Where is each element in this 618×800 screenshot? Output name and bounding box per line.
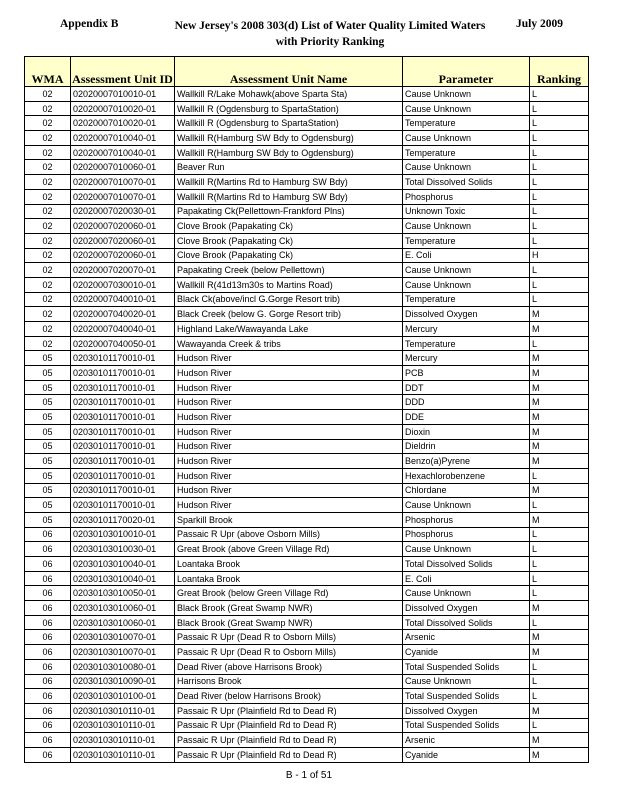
assessment-unit-name-cell: Wallkill R(Martins Rd to Hamburg SW Bdy) bbox=[175, 175, 403, 190]
parameter-cell: Mercury bbox=[403, 322, 530, 337]
wma-cell: 02 bbox=[25, 145, 71, 160]
ranking-cell: L bbox=[530, 233, 589, 248]
assessment-unit-id-cell: 02030101170020-01 bbox=[71, 512, 175, 527]
ranking-cell: L bbox=[530, 160, 589, 175]
parameter-cell: Total Dissolved Solids bbox=[403, 557, 530, 572]
assessment-unit-name-cell: Black Brook (Great Swamp NWR) bbox=[175, 601, 403, 616]
ranking-cell: L bbox=[530, 659, 589, 674]
parameter-cell: DDT bbox=[403, 380, 530, 395]
table-row bbox=[25, 498, 589, 513]
wma-cell: 05 bbox=[25, 454, 71, 469]
document-title bbox=[140, 18, 520, 50]
ranking-cell: L bbox=[530, 116, 589, 131]
parameter-cell: Cause Unknown bbox=[403, 277, 530, 292]
ranking-cell: M bbox=[530, 395, 589, 410]
assessment-unit-id-cell: 02030103010110-01 bbox=[71, 718, 175, 733]
table-row bbox=[25, 131, 589, 146]
table-row bbox=[25, 659, 589, 674]
assessment-unit-name-cell: Harrisons Brook bbox=[175, 674, 403, 689]
parameter-cell: Arsenic bbox=[403, 630, 530, 645]
wma-cell: 06 bbox=[25, 630, 71, 645]
wma-cell: 05 bbox=[25, 498, 71, 513]
table-row bbox=[25, 395, 589, 410]
wma-cell: 06 bbox=[25, 586, 71, 601]
assessment-unit-id-cell: 02030103010110-01 bbox=[71, 703, 175, 718]
wma-cell: 05 bbox=[25, 410, 71, 425]
wma-cell: 06 bbox=[25, 674, 71, 689]
wma-cell: 02 bbox=[25, 322, 71, 337]
table-row bbox=[25, 87, 589, 102]
appendix-label: Appendix B bbox=[60, 18, 119, 30]
table-row bbox=[25, 263, 589, 278]
table-header-row bbox=[25, 57, 589, 87]
assessment-unit-name-cell: Great Brook (above Green Village Rd) bbox=[175, 542, 403, 557]
ranking-cell: M bbox=[530, 630, 589, 645]
wma-cell: 02 bbox=[25, 292, 71, 307]
ranking-cell: M bbox=[530, 747, 589, 762]
parameter-cell: Total Suspended Solids bbox=[403, 718, 530, 733]
ranking-cell: L bbox=[530, 87, 589, 102]
parameter-cell: Temperature bbox=[403, 233, 530, 248]
table-row bbox=[25, 630, 589, 645]
parameter-cell: PCB bbox=[403, 366, 530, 381]
parameter-cell: Arsenic bbox=[403, 733, 530, 748]
column-header-parameter: Parameter bbox=[403, 57, 530, 87]
column-header-wma: WMA bbox=[25, 57, 71, 87]
table-row bbox=[25, 351, 589, 366]
assessment-unit-name-cell: Clove Brook (Papakating Ck) bbox=[175, 248, 403, 263]
wma-cell: 02 bbox=[25, 204, 71, 219]
assessment-unit-id-cell: 02030103010060-01 bbox=[71, 615, 175, 630]
assessment-unit-id-cell: 02030101170010-01 bbox=[71, 351, 175, 366]
assessment-unit-id-cell: 02030103010040-01 bbox=[71, 571, 175, 586]
parameter-cell: Temperature bbox=[403, 336, 530, 351]
assessment-unit-id-cell: 02020007020060-01 bbox=[71, 219, 175, 234]
parameter-cell: E. Coli bbox=[403, 248, 530, 263]
parameter-cell: Cause Unknown bbox=[403, 542, 530, 557]
assessment-unit-name-cell: Hudson River bbox=[175, 424, 403, 439]
ranking-cell: M bbox=[530, 703, 589, 718]
parameter-cell: Dissolved Oxygen bbox=[403, 307, 530, 322]
ranking-cell: M bbox=[530, 410, 589, 425]
wma-cell: 02 bbox=[25, 219, 71, 234]
wma-cell: 02 bbox=[25, 175, 71, 190]
assessment-unit-name-cell: Wallkill R/Lake Mohawk(above Sparta Sta) bbox=[175, 87, 403, 102]
table-row bbox=[25, 733, 589, 748]
ranking-cell: L bbox=[530, 586, 589, 601]
assessment-unit-name-cell: Clove Brook (Papakating Ck) bbox=[175, 219, 403, 234]
assessment-unit-id-cell: 02030103010070-01 bbox=[71, 630, 175, 645]
wma-cell: 06 bbox=[25, 615, 71, 630]
assessment-unit-name-cell: Beaver Run bbox=[175, 160, 403, 175]
ranking-cell: L bbox=[530, 498, 589, 513]
assessment-unit-id-cell: 02020007010040-01 bbox=[71, 131, 175, 146]
wma-cell: 02 bbox=[25, 116, 71, 131]
parameter-cell: Cause Unknown bbox=[403, 160, 530, 175]
parameter-cell: Phosphorus bbox=[403, 512, 530, 527]
assessment-unit-name-cell: Hudson River bbox=[175, 439, 403, 454]
assessment-unit-id-cell: 02030103010030-01 bbox=[71, 542, 175, 557]
assessment-unit-id-cell: 02030101170010-01 bbox=[71, 395, 175, 410]
parameter-cell: E. Coli bbox=[403, 571, 530, 586]
table-row bbox=[25, 674, 589, 689]
ranking-cell: M bbox=[530, 733, 589, 748]
ranking-cell: M bbox=[530, 512, 589, 527]
assessment-unit-id-cell: 02030101170010-01 bbox=[71, 454, 175, 469]
assessment-unit-id-cell: 02030101170010-01 bbox=[71, 380, 175, 395]
assessment-unit-name-cell: Hudson River bbox=[175, 498, 403, 513]
column-header-assessment-unit-id: Assessment Unit ID bbox=[71, 57, 175, 87]
assessment-unit-name-cell: Dead River (above Harrisons Brook) bbox=[175, 659, 403, 674]
table-row bbox=[25, 160, 589, 175]
assessment-unit-name-cell: Wawayanda Creek & tribs bbox=[175, 336, 403, 351]
wma-cell: 06 bbox=[25, 718, 71, 733]
table-row bbox=[25, 248, 589, 263]
parameter-cell: Cyanide bbox=[403, 747, 530, 762]
assessment-unit-name-cell: Wallkill R(41d13m30s to Martins Road) bbox=[175, 277, 403, 292]
ranking-cell: L bbox=[530, 674, 589, 689]
assessment-unit-id-cell: 02030101170010-01 bbox=[71, 366, 175, 381]
assessment-unit-id-cell: 02020007010020-01 bbox=[71, 101, 175, 116]
table-row bbox=[25, 410, 589, 425]
table-row bbox=[25, 233, 589, 248]
assessment-unit-name-cell: Passaic R Upr (above Osborn Mills) bbox=[175, 527, 403, 542]
ranking-cell: M bbox=[530, 439, 589, 454]
ranking-cell: L bbox=[530, 615, 589, 630]
parameter-cell: Cause Unknown bbox=[403, 131, 530, 146]
ranking-cell: L bbox=[530, 219, 589, 234]
assessment-unit-id-cell: 02030101170010-01 bbox=[71, 439, 175, 454]
parameter-cell: Chlordane bbox=[403, 483, 530, 498]
parameter-cell: Phosphorus bbox=[403, 189, 530, 204]
ranking-cell: M bbox=[530, 307, 589, 322]
assessment-unit-name-cell: Highland Lake/Wawayanda Lake bbox=[175, 322, 403, 337]
assessment-unit-id-cell: 02030103010070-01 bbox=[71, 645, 175, 660]
parameter-cell: Total Dissolved Solids bbox=[403, 175, 530, 190]
assessment-unit-name-cell: Wallkill R(Martins Rd to Hamburg SW Bdy) bbox=[175, 189, 403, 204]
ranking-cell: L bbox=[530, 542, 589, 557]
wma-cell: 05 bbox=[25, 439, 71, 454]
assessment-unit-name-cell: Hudson River bbox=[175, 366, 403, 381]
document-date: July 2009 bbox=[516, 18, 563, 30]
table-row bbox=[25, 557, 589, 572]
table-row bbox=[25, 307, 589, 322]
parameter-cell: Total Dissolved Solids bbox=[403, 615, 530, 630]
ranking-cell: L bbox=[530, 189, 589, 204]
wma-cell: 05 bbox=[25, 366, 71, 381]
parameter-cell: Cause Unknown bbox=[403, 263, 530, 278]
table-row bbox=[25, 439, 589, 454]
table-row bbox=[25, 366, 589, 381]
page-number: B - 1 of 51 bbox=[285, 770, 333, 781]
table-body bbox=[25, 87, 589, 763]
parameter-cell: Phosphorus bbox=[403, 527, 530, 542]
assessment-unit-name-cell: Hudson River bbox=[175, 410, 403, 425]
assessment-unit-id-cell: 02030103010060-01 bbox=[71, 601, 175, 616]
assessment-unit-name-cell: Hudson River bbox=[175, 468, 403, 483]
column-header-ranking: Ranking bbox=[530, 57, 589, 87]
parameter-cell: Dissolved Oxygen bbox=[403, 703, 530, 718]
parameter-cell: Hexachlorobenzene bbox=[403, 468, 530, 483]
table-row bbox=[25, 101, 589, 116]
column-header-assessment-unit-name: Assessment Unit Name bbox=[175, 57, 403, 87]
assessment-unit-name-cell: Hudson River bbox=[175, 351, 403, 366]
assessment-unit-id-cell: 02030103010090-01 bbox=[71, 674, 175, 689]
wma-cell: 06 bbox=[25, 527, 71, 542]
wma-cell: 06 bbox=[25, 733, 71, 748]
ranking-cell: L bbox=[530, 204, 589, 219]
title-line-1: New Jersey's 2008 303(d) List of Water Quality Limited Waters bbox=[174, 20, 486, 32]
assessment-unit-name-cell: Passaic R Upr (Plainfield Rd to Dead R) bbox=[175, 703, 403, 718]
parameter-cell: Cyanide bbox=[403, 645, 530, 660]
table-row bbox=[25, 747, 589, 762]
parameter-cell: Cause Unknown bbox=[403, 674, 530, 689]
table-row bbox=[25, 189, 589, 204]
ranking-cell: L bbox=[530, 718, 589, 733]
parameter-cell: DDD bbox=[403, 395, 530, 410]
assessment-unit-name-cell: Wallkill R (Ogdensburg to SpartaStation) bbox=[175, 101, 403, 116]
parameter-cell: Total Suspended Solids bbox=[403, 659, 530, 674]
ranking-cell: L bbox=[530, 689, 589, 704]
wma-cell: 02 bbox=[25, 233, 71, 248]
table-row bbox=[25, 615, 589, 630]
wma-cell: 05 bbox=[25, 395, 71, 410]
assessment-unit-id-cell: 02020007010070-01 bbox=[71, 189, 175, 204]
assessment-unit-id-cell: 02020007010040-01 bbox=[71, 145, 175, 160]
page-header bbox=[0, 16, 618, 52]
ranking-cell: L bbox=[530, 175, 589, 190]
ranking-cell: L bbox=[530, 527, 589, 542]
table-row bbox=[25, 542, 589, 557]
wma-cell: 06 bbox=[25, 659, 71, 674]
assessment-unit-id-cell: 02030101170010-01 bbox=[71, 410, 175, 425]
wma-cell: 02 bbox=[25, 263, 71, 278]
ranking-cell: L bbox=[530, 571, 589, 586]
ranking-cell: L bbox=[530, 468, 589, 483]
assessment-unit-name-cell: Great Brook (below Green Village Rd) bbox=[175, 586, 403, 601]
wma-cell: 02 bbox=[25, 336, 71, 351]
table-row bbox=[25, 586, 589, 601]
ranking-cell: M bbox=[530, 645, 589, 660]
assessment-unit-name-cell: Hudson River bbox=[175, 454, 403, 469]
wma-cell: 05 bbox=[25, 512, 71, 527]
table-row bbox=[25, 689, 589, 704]
water-quality-table bbox=[24, 56, 589, 763]
parameter-cell: Cause Unknown bbox=[403, 101, 530, 116]
parameter-cell: Cause Unknown bbox=[403, 586, 530, 601]
ranking-cell: M bbox=[530, 380, 589, 395]
assessment-unit-name-cell: Wallkill R (Ogdensburg to SpartaStation) bbox=[175, 116, 403, 131]
parameter-cell: Temperature bbox=[403, 145, 530, 160]
wma-cell: 06 bbox=[25, 542, 71, 557]
wma-cell: 05 bbox=[25, 424, 71, 439]
assessment-unit-id-cell: 02020007010060-01 bbox=[71, 160, 175, 175]
parameter-cell: Total Suspended Solids bbox=[403, 689, 530, 704]
ranking-cell: M bbox=[530, 454, 589, 469]
assessment-unit-id-cell: 02020007010010-01 bbox=[71, 87, 175, 102]
assessment-unit-id-cell: 02020007040020-01 bbox=[71, 307, 175, 322]
table-row bbox=[25, 601, 589, 616]
wma-cell: 05 bbox=[25, 468, 71, 483]
assessment-unit-id-cell: 02020007010020-01 bbox=[71, 116, 175, 131]
table-row bbox=[25, 219, 589, 234]
assessment-unit-name-cell: Sparkill Brook bbox=[175, 512, 403, 527]
parameter-cell: Cause Unknown bbox=[403, 87, 530, 102]
assessment-unit-name-cell: Dead River (below Harrisons Brook) bbox=[175, 689, 403, 704]
table-row bbox=[25, 483, 589, 498]
parameter-cell: Temperature bbox=[403, 116, 530, 131]
ranking-cell: M bbox=[530, 601, 589, 616]
table-row bbox=[25, 512, 589, 527]
ranking-cell: L bbox=[530, 263, 589, 278]
wma-cell: 06 bbox=[25, 601, 71, 616]
table-row bbox=[25, 380, 589, 395]
assessment-unit-name-cell: Black Ck(above/incl G.Gorge Resort trib) bbox=[175, 292, 403, 307]
ranking-cell: H bbox=[530, 248, 589, 263]
table-row bbox=[25, 204, 589, 219]
assessment-unit-name-cell: Passaic R Upr (Plainfield Rd to Dead R) bbox=[175, 747, 403, 762]
assessment-unit-name-cell: Passaic R Upr (Plainfield Rd to Dead R) bbox=[175, 733, 403, 748]
assessment-unit-id-cell: 02030103010110-01 bbox=[71, 747, 175, 762]
ranking-cell: L bbox=[530, 145, 589, 160]
assessment-unit-id-cell: 02020007020030-01 bbox=[71, 204, 175, 219]
assessment-unit-name-cell: Passaic R Upr (Dead R to Osborn Mills) bbox=[175, 630, 403, 645]
ranking-cell: L bbox=[530, 277, 589, 292]
ranking-cell: M bbox=[530, 366, 589, 381]
wma-cell: 05 bbox=[25, 380, 71, 395]
assessment-unit-id-cell: 02030103010040-01 bbox=[71, 557, 175, 572]
parameter-cell: Mercury bbox=[403, 351, 530, 366]
assessment-unit-id-cell: 02030103010050-01 bbox=[71, 586, 175, 601]
assessment-unit-name-cell: Hudson River bbox=[175, 483, 403, 498]
assessment-unit-id-cell: 02030101170010-01 bbox=[71, 424, 175, 439]
parameter-cell: Dissolved Oxygen bbox=[403, 601, 530, 616]
ranking-cell: M bbox=[530, 351, 589, 366]
table-row bbox=[25, 718, 589, 733]
table-row bbox=[25, 468, 589, 483]
parameter-cell: DDE bbox=[403, 410, 530, 425]
wma-cell: 02 bbox=[25, 87, 71, 102]
assessment-unit-name-cell: Passaic R Upr (Plainfield Rd to Dead R) bbox=[175, 718, 403, 733]
wma-cell: 02 bbox=[25, 160, 71, 175]
ranking-cell: M bbox=[530, 483, 589, 498]
assessment-unit-id-cell: 02020007040010-01 bbox=[71, 292, 175, 307]
assessment-unit-id-cell: 02030103010080-01 bbox=[71, 659, 175, 674]
wma-cell: 06 bbox=[25, 703, 71, 718]
wma-cell: 02 bbox=[25, 131, 71, 146]
assessment-unit-id-cell: 02030103010010-01 bbox=[71, 527, 175, 542]
assessment-unit-name-cell: Papakating Creek (below Pellettown) bbox=[175, 263, 403, 278]
table-row bbox=[25, 703, 589, 718]
table-row bbox=[25, 116, 589, 131]
assessment-unit-name-cell: Loantaka Brook bbox=[175, 571, 403, 586]
assessment-unit-id-cell: 02030101170010-01 bbox=[71, 468, 175, 483]
wma-cell: 06 bbox=[25, 645, 71, 660]
assessment-unit-name-cell: Black Creek (below G. Gorge Resort trib) bbox=[175, 307, 403, 322]
table-row bbox=[25, 454, 589, 469]
table-row bbox=[25, 527, 589, 542]
assessment-unit-name-cell: Hudson River bbox=[175, 380, 403, 395]
title-line-2: with Priority Ranking bbox=[275, 36, 385, 48]
table-row bbox=[25, 645, 589, 660]
parameter-cell: Temperature bbox=[403, 292, 530, 307]
wma-cell: 06 bbox=[25, 557, 71, 572]
wma-cell: 06 bbox=[25, 689, 71, 704]
table-row bbox=[25, 145, 589, 160]
ranking-cell: L bbox=[530, 131, 589, 146]
wma-cell: 05 bbox=[25, 483, 71, 498]
assessment-unit-name-cell: Papakating Ck(Pellettown-Frankford Plns) bbox=[175, 204, 403, 219]
assessment-unit-name-cell: Wallkill R(Hamburg SW Bdy to Ogdensburg) bbox=[175, 131, 403, 146]
wma-cell: 02 bbox=[25, 307, 71, 322]
parameter-cell: Unknown Toxic bbox=[403, 204, 530, 219]
parameter-cell: Benzo(a)Pyrene bbox=[403, 454, 530, 469]
wma-cell: 06 bbox=[25, 571, 71, 586]
assessment-unit-id-cell: 02030101170010-01 bbox=[71, 483, 175, 498]
assessment-unit-name-cell: Clove Brook (Papakating Ck) bbox=[175, 233, 403, 248]
wma-cell: 02 bbox=[25, 101, 71, 116]
assessment-unit-id-cell: 02020007030010-01 bbox=[71, 277, 175, 292]
assessment-unit-name-cell: Hudson River bbox=[175, 395, 403, 410]
table-row bbox=[25, 175, 589, 190]
assessment-unit-name-cell: Wallkill R(Hamburg SW Bdy to Ogdensburg) bbox=[175, 145, 403, 160]
table-row bbox=[25, 277, 589, 292]
table-row bbox=[25, 571, 589, 586]
assessment-unit-id-cell: 02020007040050-01 bbox=[71, 336, 175, 351]
wma-cell: 02 bbox=[25, 277, 71, 292]
wma-cell: 05 bbox=[25, 351, 71, 366]
ranking-cell: L bbox=[530, 336, 589, 351]
wma-cell: 06 bbox=[25, 747, 71, 762]
assessment-unit-id-cell: 02020007020060-01 bbox=[71, 233, 175, 248]
assessment-unit-name-cell: Passaic R Upr (Dead R to Osborn Mills) bbox=[175, 645, 403, 660]
assessment-unit-id-cell: 02030103010110-01 bbox=[71, 733, 175, 748]
assessment-unit-id-cell: 02020007040040-01 bbox=[71, 322, 175, 337]
wma-cell: 02 bbox=[25, 248, 71, 263]
wma-cell: 02 bbox=[25, 189, 71, 204]
assessment-unit-id-cell: 02030101170010-01 bbox=[71, 498, 175, 513]
ranking-cell: M bbox=[530, 322, 589, 337]
assessment-unit-id-cell: 02030103010100-01 bbox=[71, 689, 175, 704]
parameter-cell: Cause Unknown bbox=[403, 498, 530, 513]
assessment-unit-name-cell: Black Brook (Great Swamp NWR) bbox=[175, 615, 403, 630]
table-row bbox=[25, 424, 589, 439]
ranking-cell: L bbox=[530, 292, 589, 307]
parameter-cell: Cause Unknown bbox=[403, 219, 530, 234]
assessment-unit-name-cell: Loantaka Brook bbox=[175, 557, 403, 572]
table-row bbox=[25, 292, 589, 307]
assessment-unit-id-cell: 02020007020060-01 bbox=[71, 248, 175, 263]
table-row bbox=[25, 336, 589, 351]
parameter-cell: Dioxin bbox=[403, 424, 530, 439]
table-row bbox=[25, 322, 589, 337]
assessment-unit-id-cell: 02020007020070-01 bbox=[71, 263, 175, 278]
ranking-cell: L bbox=[530, 557, 589, 572]
assessment-unit-id-cell: 02020007010070-01 bbox=[71, 175, 175, 190]
ranking-cell: L bbox=[530, 101, 589, 116]
parameter-cell: Dieldrin bbox=[403, 439, 530, 454]
ranking-cell: M bbox=[530, 424, 589, 439]
